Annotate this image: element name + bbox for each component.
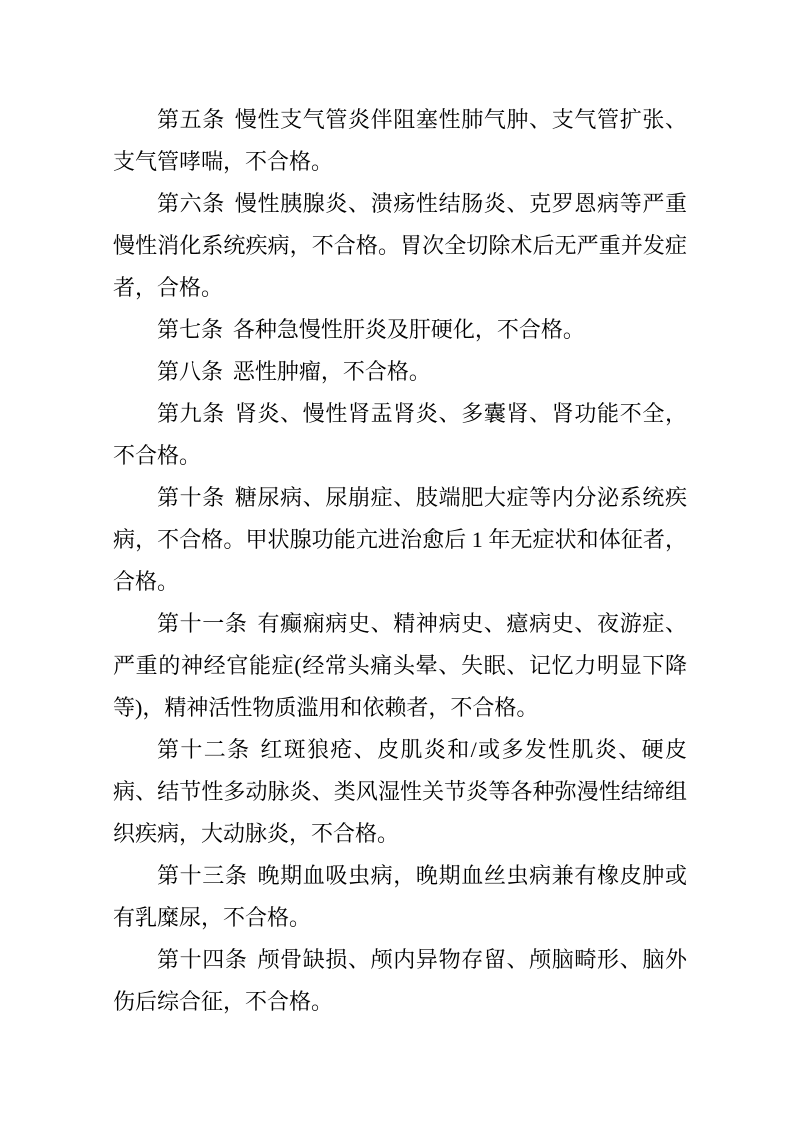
article-paragraph-5 <box>113 99 687 183</box>
article-number: 第十三条 <box>157 863 248 888</box>
article-body: 各种急慢性肝炎及肝硬化，不合格。 <box>232 317 585 342</box>
article-body: 颅骨缺损、颅内异物存留、颅脑畸形、脑外伤后综合征，不合格。 <box>113 947 687 1014</box>
article-number: 第十二条 <box>157 737 251 762</box>
article-number: 第十四条 <box>157 947 248 972</box>
article-body: 红斑狼疮、皮肌炎和/或多发性肌炎、硬皮病、结节性多动脉炎、类风湿性关节炎等各种弥漫性结缔组织疾病，大动脉炎，不合格。 <box>113 737 687 846</box>
article-number: 第十条 <box>157 485 225 510</box>
article-paragraph-11 <box>113 603 687 729</box>
article-body: 肾炎、慢性肾盂肾炎、多囊肾、肾功能不全，不合格。 <box>113 401 687 468</box>
article-body: 慢性支气管炎伴阻塞性肺气肿、支气管扩张、支气管哮喘，不合格。 <box>113 107 687 174</box>
article-number: 第九条 <box>157 401 225 426</box>
article-body: 恶性肿瘤，不合格。 <box>232 359 431 384</box>
article-paragraph-10 <box>113 477 687 603</box>
article-body: 有癫痫病史、精神病史、癔病史、夜游症、严重的神经官能症(经常头痛头晕、失眠、记忆力明显下降等)，精神活性物质滥用和依赖者，不合格。 <box>113 611 687 720</box>
article-number: 第六条 <box>157 191 225 216</box>
article-body: 糖尿病、尿崩症、肢端肥大症等内分泌系统疾病，不合格。甲状腺功能亢进治愈后 1 年无症状和体征者，合格。 <box>113 485 687 594</box>
article-paragraph-7 <box>113 309 687 351</box>
article-paragraph-14 <box>113 939 687 1023</box>
article-body: 晚期血吸虫病，晚期血丝虫病兼有橡皮肿或有乳糜尿，不合格。 <box>113 863 687 930</box>
article-paragraph-8 <box>113 351 687 393</box>
article-paragraph-12 <box>113 729 687 855</box>
article-paragraph-13 <box>113 855 687 939</box>
article-paragraph-6 <box>113 183 687 309</box>
article-body: 慢性胰腺炎、溃疡性结肠炎、克罗恩病等严重慢性消化系统疾病，不合格。胃次全切除术后无严重并发症者，合格。 <box>113 191 687 300</box>
article-number: 第五条 <box>157 107 225 132</box>
article-number: 第八条 <box>157 359 224 384</box>
article-number: 第七条 <box>157 317 224 342</box>
article-number: 第十一条 <box>157 611 248 636</box>
article-paragraph-9 <box>113 393 687 477</box>
